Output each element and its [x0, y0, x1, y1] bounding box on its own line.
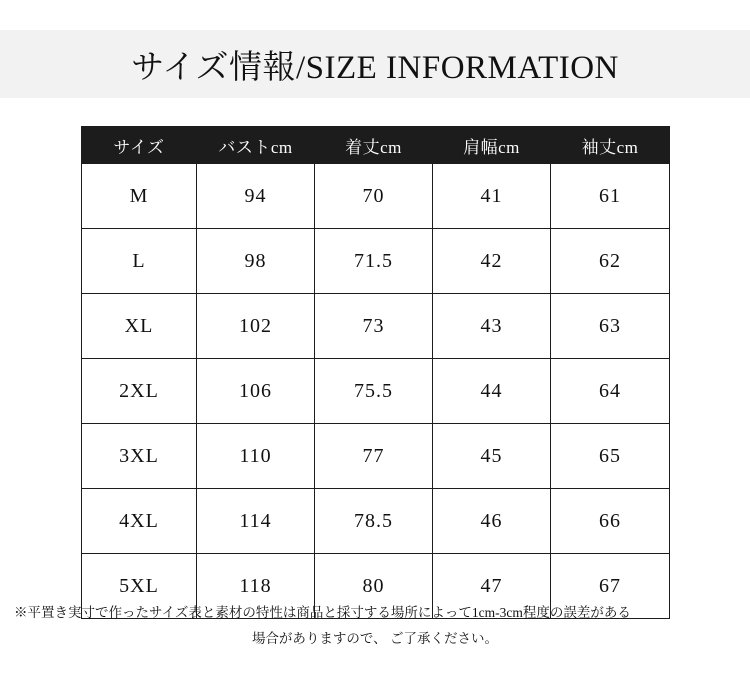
column-header-size: サイズ — [82, 127, 197, 164]
cell-shoulder: 45 — [433, 424, 551, 489]
cell-length: 70 — [315, 164, 433, 229]
cell-sleeve: 64 — [551, 359, 670, 424]
cell-bust: 114 — [197, 489, 315, 554]
cell-size: L — [82, 229, 197, 294]
cell-bust: 106 — [197, 359, 315, 424]
cell-sleeve: 65 — [551, 424, 670, 489]
cell-size: 2XL — [82, 359, 197, 424]
cell-length: 77 — [315, 424, 433, 489]
cell-sleeve: 61 — [551, 164, 670, 229]
cell-size: XL — [82, 294, 197, 359]
cell-bust: 118 — [197, 554, 315, 619]
table-row — [82, 359, 670, 424]
column-header-length: 着丈cm — [315, 127, 433, 164]
cell-bust: 110 — [197, 424, 315, 489]
table-row — [82, 489, 670, 554]
table-body — [82, 164, 670, 619]
table-header — [82, 127, 670, 164]
page-title: サイズ情報/SIZE INFORMATION — [131, 49, 619, 86]
cell-shoulder: 44 — [433, 359, 551, 424]
disclaimer-line-2: 場合がありますので、 ご了承ください。 — [251, 631, 499, 646]
cell-bust: 94 — [197, 164, 315, 229]
disclaimer-line-1: ※平置き実寸で作ったサイズ表と素材の特性は商品と採寸する場所によって1cm-3cm程度の誤差がある — [14, 605, 631, 620]
cell-shoulder: 46 — [433, 489, 551, 554]
size-table-container — [81, 126, 669, 619]
cell-bust: 102 — [197, 294, 315, 359]
cell-length: 75.5 — [315, 359, 433, 424]
table-row — [82, 164, 670, 229]
size-table — [81, 126, 670, 619]
cell-sleeve: 62 — [551, 229, 670, 294]
cell-length: 73 — [315, 294, 433, 359]
measurement-disclaimer — [14, 600, 736, 652]
cell-size: M — [82, 164, 197, 229]
column-header-shoulder: 肩幅cm — [433, 127, 551, 164]
table-row — [82, 294, 670, 359]
cell-length: 80 — [315, 554, 433, 619]
cell-shoulder: 43 — [433, 294, 551, 359]
cell-size: 5XL — [82, 554, 197, 619]
cell-size: 3XL — [82, 424, 197, 489]
cell-sleeve: 66 — [551, 489, 670, 554]
cell-shoulder: 42 — [433, 229, 551, 294]
cell-length: 71.5 — [315, 229, 433, 294]
cell-bust: 98 — [197, 229, 315, 294]
cell-sleeve: 67 — [551, 554, 670, 619]
cell-shoulder: 41 — [433, 164, 551, 229]
cell-sleeve: 63 — [551, 294, 670, 359]
table-row — [82, 229, 670, 294]
column-header-sleeve: 袖丈cm — [551, 127, 670, 164]
cell-length: 78.5 — [315, 489, 433, 554]
column-header-bust: バストcm — [197, 127, 315, 164]
table-header-row — [82, 127, 670, 164]
cell-shoulder: 47 — [433, 554, 551, 619]
table-row — [82, 424, 670, 489]
cell-size: 4XL — [82, 489, 197, 554]
